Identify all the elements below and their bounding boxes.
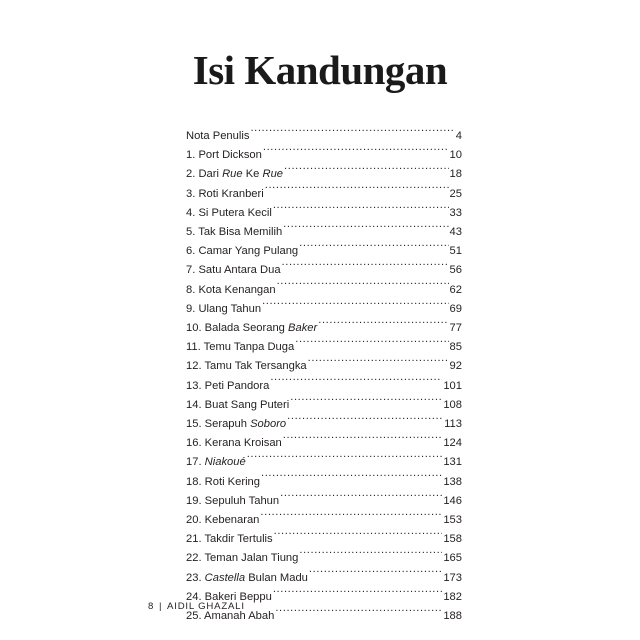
toc-leader-dots xyxy=(299,243,448,254)
toc-entry-label: 14. Buat Sang Puteri xyxy=(186,398,290,411)
toc-entry-label: 19. Sepuluh Tahun xyxy=(186,494,280,507)
toc-entry[interactable] xyxy=(186,204,462,223)
toc-leader-dots xyxy=(284,166,449,177)
toc-entry-page: 92 xyxy=(449,360,462,373)
toc-entry[interactable] xyxy=(186,165,462,184)
toc-entry-page: 33 xyxy=(449,206,462,219)
toc-entry[interactable] xyxy=(186,453,462,472)
toc-entry-page: 188 xyxy=(443,610,462,623)
toc-entry[interactable] xyxy=(186,377,462,396)
toc-entry-page: 18 xyxy=(449,168,462,181)
toc-entry-page: 62 xyxy=(449,283,462,296)
toc-entry-label: 23. Castella Bulan Madu xyxy=(186,571,308,584)
toc-entry[interactable] xyxy=(186,338,462,357)
toc-entry[interactable] xyxy=(186,261,462,280)
toc-entry[interactable] xyxy=(186,223,462,242)
toc-leader-dots xyxy=(273,589,442,600)
toc-entry-page: 4 xyxy=(455,130,462,142)
page-title: Isi Kandungan xyxy=(192,47,448,93)
toc-entry-page: 69 xyxy=(449,302,462,315)
toc-entry[interactable] xyxy=(186,300,462,319)
toc-entry-label: 22. Teman Jalan Tiung xyxy=(186,552,299,565)
toc-entry-label: 7. Satu Antara Dua xyxy=(186,264,281,277)
toc-entry[interactable] xyxy=(186,146,462,165)
toc-entry[interactable] xyxy=(186,415,462,434)
toc-entry-label: 17. Niakoué xyxy=(186,456,246,469)
toc-entry-label: 1. Port Dickson xyxy=(186,149,262,162)
toc-entry-label: Nota Penulis xyxy=(186,130,250,142)
toc-leader-dots xyxy=(287,416,443,427)
toc-entry-page: 56 xyxy=(449,264,462,277)
toc-entry-page: 77 xyxy=(449,322,462,335)
toc-entry[interactable] xyxy=(186,127,462,146)
toc-entry-page: 158 xyxy=(443,533,462,546)
toc-leader-dots xyxy=(250,128,454,139)
toc-entry-label: 18. Roti Kering xyxy=(186,475,261,488)
toc-entry-page: 43 xyxy=(449,226,462,239)
toc-entry[interactable] xyxy=(186,242,462,261)
toc-leader-dots xyxy=(265,186,449,197)
footer-separator: | xyxy=(158,601,163,612)
toc-leader-dots xyxy=(318,320,448,331)
toc-leader-dots xyxy=(282,262,449,273)
toc-entry-page: 85 xyxy=(449,341,462,354)
toc-entry-label: 5. Tak Bisa Memilih xyxy=(186,226,283,239)
toc-entry-label: 16. Kerana Kroisan xyxy=(186,437,282,450)
toc-entry-page: 131 xyxy=(443,456,462,469)
toc-leader-dots xyxy=(308,358,449,369)
toc-entry-label: 10. Balada Seorang Baker xyxy=(186,322,318,335)
toc-entry-label: 3. Roti Kranberi xyxy=(186,187,264,200)
toc-leader-dots xyxy=(295,339,448,350)
toc-leader-dots xyxy=(260,512,442,523)
toc-leader-dots xyxy=(261,474,442,485)
toc-leader-dots xyxy=(247,454,443,465)
toc-entry-page: 182 xyxy=(443,590,462,603)
toc-entry-page: 101 xyxy=(443,379,462,392)
toc-entry[interactable] xyxy=(186,281,462,300)
toc-entry[interactable] xyxy=(186,511,462,530)
footer-page-number: 8 xyxy=(148,601,154,612)
toc-entry[interactable] xyxy=(186,549,462,568)
toc-leader-dots xyxy=(263,147,449,158)
toc-entry[interactable] xyxy=(186,434,462,453)
toc-entry-page: 124 xyxy=(443,437,462,450)
toc-leader-dots xyxy=(280,493,442,504)
toc-entry-label: 24. Bakeri Beppu xyxy=(186,590,272,603)
toc-entry[interactable] xyxy=(186,185,462,204)
toc-entry-label: 20. Kebenaran xyxy=(186,514,260,527)
toc-entry[interactable] xyxy=(186,530,462,549)
toc-entry[interactable] xyxy=(186,492,462,511)
toc-entry-label: 21. Takdir Tertulis xyxy=(186,533,273,546)
toc-entry[interactable] xyxy=(186,473,462,492)
toc-entry-page: 108 xyxy=(443,398,462,411)
toc-leader-dots xyxy=(283,224,448,235)
toc-entry-page: 25 xyxy=(449,187,462,200)
toc-leader-dots xyxy=(270,378,442,389)
toc-entry-label: 6. Camar Yang Pulang xyxy=(186,245,299,258)
toc-leader-dots xyxy=(273,205,449,216)
toc-entry-page: 113 xyxy=(444,418,462,431)
toc-entry-page: 153 xyxy=(443,514,462,527)
toc-entry-label: 9. Ulang Tahun xyxy=(186,302,262,315)
toc-entry[interactable] xyxy=(186,319,462,338)
toc-entry[interactable] xyxy=(186,396,462,415)
toc-leader-dots xyxy=(274,531,443,542)
toc-entry-label: 25. Amanah Abah xyxy=(186,610,275,623)
toc-entry-label: 2. Dari Rue Ke Rue xyxy=(186,168,284,181)
toc-entry-page: 138 xyxy=(443,475,462,488)
toc-entry-page: 51 xyxy=(449,245,462,258)
toc-entry[interactable] xyxy=(186,357,462,376)
page-footer xyxy=(148,601,245,612)
toc-leader-dots xyxy=(290,397,442,408)
toc-entry-label: 12. Tamu Tak Tersangka xyxy=(186,360,307,373)
toc-leader-dots xyxy=(277,282,449,293)
table-of-contents xyxy=(186,127,462,626)
toc-entry-label: 8. Kota Kenangan xyxy=(186,283,276,296)
toc-entry[interactable] xyxy=(186,569,462,588)
toc-leader-dots xyxy=(309,570,442,581)
toc-leader-dots xyxy=(275,608,442,619)
toc-leader-dots xyxy=(262,301,448,312)
toc-entry-label: 15. Serapuh Soboro xyxy=(186,418,287,431)
toc-entry-page: 146 xyxy=(443,494,462,507)
toc-leader-dots xyxy=(299,550,442,561)
toc-entry-page: 10 xyxy=(449,149,462,162)
toc-leader-dots xyxy=(283,435,443,446)
toc-entry-label: 13. Peti Pandora xyxy=(186,379,270,392)
toc-entry-label: 4. Si Putera Kecil xyxy=(186,206,272,219)
toc-entry-label: 11. Temu Tanpa Duga xyxy=(186,341,295,354)
footer-author: AIDIL GHAZALI xyxy=(167,601,245,612)
toc-entry-page: 165 xyxy=(443,552,462,565)
toc-entry-page: 173 xyxy=(443,571,462,584)
